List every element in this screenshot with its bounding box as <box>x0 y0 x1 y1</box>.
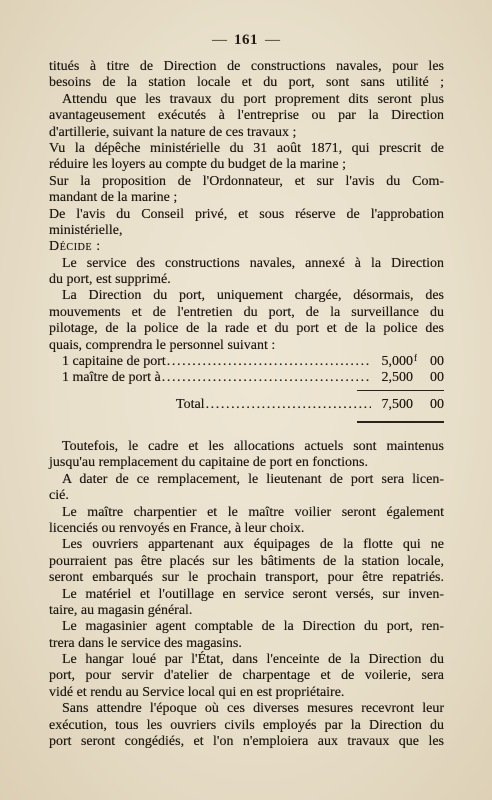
text-line: d'artillerie, suivant la nature de ces travaux ; <box>49 124 297 140</box>
text-line: avantageusement exécutés à l'entreprise ou par la Direction <box>49 108 444 124</box>
text-line: licenciés ou renvoyés en France, à leur choix. <box>49 520 305 536</box>
text-line: Les ouvriers appartenant aux équipages de la flotte qui ne <box>62 537 444 553</box>
total-rule-top <box>357 390 444 391</box>
text-line: quais, comprendra le personnel suivant : <box>49 337 276 353</box>
page-number-dash-right: — <box>265 32 280 48</box>
text-line: pilotage, de la police de la rade et du port et de la police des <box>49 321 444 337</box>
text-line: A dater de ce remplacement, le lieutenant de port sera licen- <box>62 471 444 487</box>
dot-leader <box>167 354 371 370</box>
text-line: Vu la dépêche ministérielle du 31 août 1871, qui prescrit de <box>49 140 444 156</box>
dot-leader <box>162 370 371 386</box>
text-line: taire, au magasin général. <box>49 602 193 618</box>
page-number-header <box>0 30 492 50</box>
page-number: 161 <box>234 32 258 48</box>
text-line: De l'avis du Conseil privé, et sous réserve de l'approbation <box>49 206 444 222</box>
text-line: Sans attendre l'époque où ces diverses mesures recevront leur <box>62 701 444 717</box>
text-line: Le magasinier agent comptable de la Direction du port, ren- <box>62 619 444 635</box>
row-currency-unit: f <box>414 353 417 364</box>
page-number-dash-left: — <box>212 32 227 48</box>
text-line: pourraient pas être placés sur les bâtiments de la station locale, <box>49 553 444 569</box>
text-line: du port, est supprimé. <box>49 272 171 288</box>
personnel-row <box>49 354 444 370</box>
personnel-row <box>49 370 444 386</box>
text-line: cié. <box>49 488 69 504</box>
total-amount: 7,500 <box>381 397 413 412</box>
row-label: 1 capitaine de port <box>62 354 166 370</box>
text-line: Le hangar loué par l'État, dans l'enceinte de la Direction du <box>62 652 444 668</box>
text-line: La Direction du port, uniquement chargée, désormais, des <box>62 288 444 304</box>
text-line: besoins de la station locale et du port, sont sans utilité ; <box>49 75 444 91</box>
text-line: réduire les loyers au compte du budget de la marine ; <box>49 157 347 173</box>
text-line: vidé et rendu au Service local qui en est propriétaire. <box>49 684 345 700</box>
text-line: Le service des constructions navales, annexé à la Direction <box>62 255 444 271</box>
text-line: mouvements et de l'entretien du port, de la surveillance du <box>49 304 444 320</box>
total-label: Total <box>176 397 205 412</box>
body-text-upper <box>49 59 444 387</box>
text-line: port seront congédiés, et l'on n'emploiera aux travaux que les <box>49 734 444 750</box>
total-cents: 00 <box>430 397 444 412</box>
text-line: port, pour servir d'atelier de charpentage et de voilerie, sera <box>49 668 444 684</box>
row-amount: 5,000 <box>381 354 413 370</box>
body-text-lower <box>49 439 444 750</box>
text-line: titués à titre de Direction de constructions navales, pour les <box>49 59 444 74</box>
text-line: Sur la proposition de l'Ordonnateur, et sur l'avis du Com- <box>49 173 444 189</box>
row-label: 1 maître de port à <box>62 370 161 386</box>
decree-heading: Décide : <box>49 239 101 255</box>
text-line: Le maître charpentier et le maître voilier seront également <box>62 504 444 520</box>
text-line: jusqu'au remplacement du capitaine de port en fonctions. <box>49 455 368 471</box>
text-line: Toutefois, le cadre et les allocations actuels sont maintenus <box>62 439 444 454</box>
text-line: Attendu que les travaux du port proprement dits seront plus <box>62 91 444 107</box>
text-line: trera dans le service des magasins. <box>49 635 242 651</box>
text-line: mandant de la marine ; <box>49 190 178 206</box>
row-amount: 2,500 <box>381 370 413 386</box>
row-cents: 00 <box>430 370 444 386</box>
total-row <box>49 397 444 413</box>
text-line: exécution, tous les ouvriers civils employés par la Direction du <box>49 717 444 733</box>
text-line: Le matériel et l'outillage en service seront versés, sur inven- <box>62 586 444 602</box>
dot-leader <box>206 397 371 413</box>
total-rule-bottom <box>357 421 444 423</box>
text-line: seront embarqués sur le prochain transport, pour être repatriés. <box>49 570 444 586</box>
row-cents: 00 <box>430 354 444 370</box>
text-line: ministérielle, <box>49 222 123 238</box>
